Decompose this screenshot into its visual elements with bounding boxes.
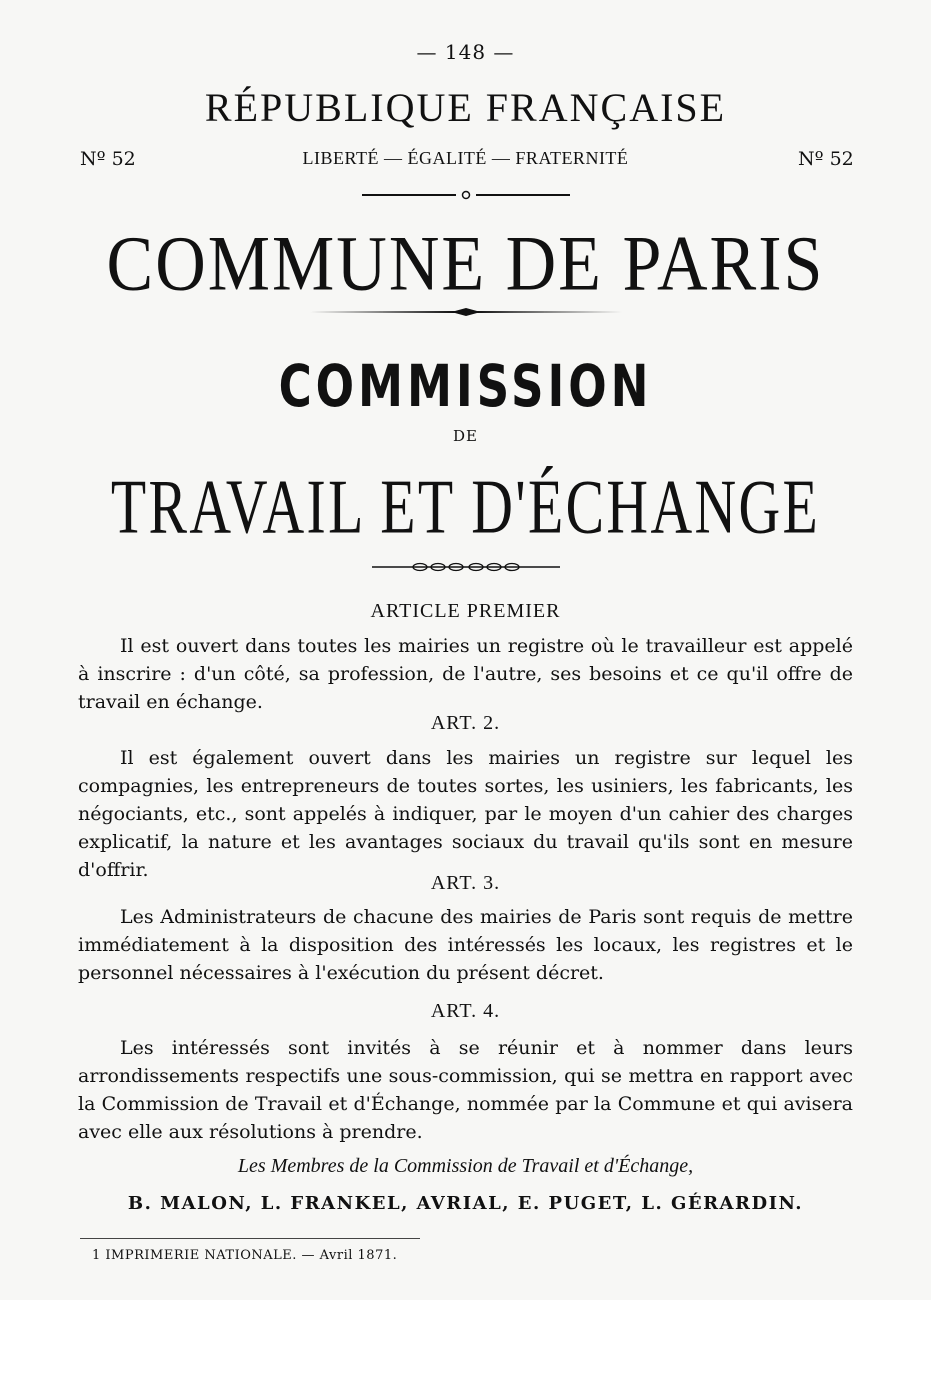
commune-title: COMMUNE DE PARIS bbox=[106, 221, 825, 308]
article-4-text: Les intéressés sont invités à se réunir et à nommer dans leurs arrondissements respectifs une sous-commission, qui se mettra en rapport avec la Commission de Travail et d'Échange, nommée par la Commune et qui avisera avec elle aux résolutions à prendre. bbox=[78, 1037, 853, 1143]
article-1-text: Il est ouvert dans toutes les mairies un registre où le travailleur est appelé à inscrire : d'un côté, sa profession, de l'autre, ses besoins et ce qu'il offre de travail en échange. bbox=[78, 635, 853, 713]
article-2-heading: ART. 2. bbox=[430, 712, 501, 734]
signatories: B. MALON, L. FRANKEL, AVRIAL, E. PUGET, L. GÉRARDIN. bbox=[127, 1193, 804, 1214]
article-1-heading: ARTICLE PREMIER bbox=[370, 600, 561, 622]
signature-lead: Les Membres de la Commission de Travail et d'Échange, bbox=[237, 1155, 694, 1177]
ornamental-rule-3 bbox=[0, 560, 931, 574]
footer-divider bbox=[80, 1238, 420, 1239]
decree-number-left: Nº 52 bbox=[80, 148, 136, 170]
republic-title: RÉPUBLIQUE FRANÇAISE bbox=[204, 85, 727, 130]
decree-number-right: Nº 52 bbox=[798, 148, 854, 170]
article-3-heading: ART. 3. bbox=[430, 872, 501, 894]
commission-name: TRAVAIL ET D'ÉCHANGE bbox=[110, 464, 821, 551]
ornamental-rule-2 bbox=[0, 305, 931, 319]
commission-connector: DE bbox=[453, 427, 478, 445]
ornamental-rule-1 bbox=[0, 188, 931, 202]
page-number: — 148 — bbox=[416, 40, 515, 64]
article-3-text: Les Administrateurs de chacune des mairies de Paris sont requis de mettre immédiatement à la disposition des intéressés les locaux, les registres et le personnel nécessaires à l'exécution du présent décret. bbox=[78, 906, 853, 984]
article-2-text: Il est également ouvert dans les mairies un registre sur lequel les compagnies, les entrepreneurs de toutes sortes, les usiniers, les fabricants, les négociants, etc., sont appelés à indiquer, par le moyen d'un cahier des charges explicatif, la nature et les avantages sociaux du travail qu'ils sont en mesure d'offrir. bbox=[78, 747, 853, 881]
printer-imprint: 1 IMPRIMERIE NATIONALE. — Avril 1871. bbox=[92, 1248, 398, 1263]
commission-title: COMMISSION bbox=[278, 352, 653, 420]
article-4-heading: ART. 4. bbox=[430, 1000, 501, 1022]
national-motto: LIBERTÉ — ÉGALITÉ — FRATERNITÉ bbox=[302, 148, 629, 168]
